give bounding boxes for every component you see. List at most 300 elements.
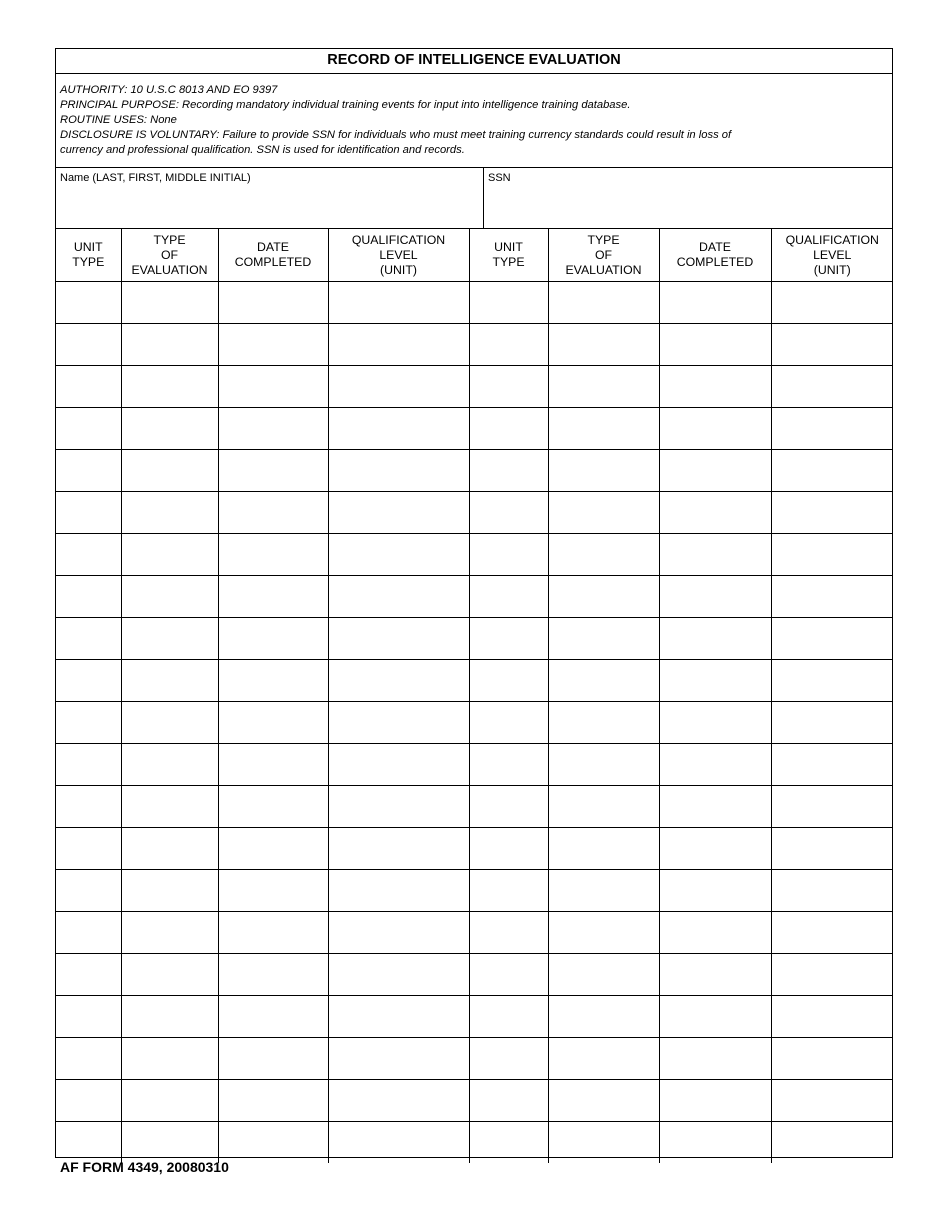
- type-of-evaluation-input[interactable]: [122, 618, 218, 659]
- cell-type-of-evaluation-2: [548, 702, 659, 744]
- cell-type-of-evaluation: [121, 618, 218, 660]
- date-completed-input[interactable]: [219, 450, 328, 491]
- qualification-level-2-input[interactable]: [772, 618, 894, 659]
- type-of-evaluation-input[interactable]: [122, 702, 218, 743]
- type-of-evaluation-2-input[interactable]: [549, 492, 659, 533]
- cell-date-completed: [218, 576, 328, 618]
- date-completed-input[interactable]: [219, 576, 328, 617]
- cell-date-completed: [218, 366, 328, 408]
- cell-type-of-evaluation-2: [548, 576, 659, 618]
- date-completed-2-input[interactable]: [660, 492, 771, 533]
- type-of-evaluation-input[interactable]: [122, 534, 218, 575]
- unit-type-input[interactable]: [56, 996, 121, 1037]
- cell-qualification-level-2: [771, 618, 893, 660]
- unit-type-input[interactable]: [56, 1038, 121, 1079]
- cell-date-completed-2: [659, 1080, 771, 1122]
- cell-qualification-level: [328, 702, 469, 744]
- qualification-level-2-input[interactable]: [772, 1122, 894, 1163]
- cell-unit-type: [56, 828, 121, 870]
- unit-type-input[interactable]: [56, 702, 121, 743]
- qualification-level-input[interactable]: [329, 828, 469, 869]
- date-completed-2-input[interactable]: [660, 954, 771, 995]
- qualification-level-input[interactable]: [329, 408, 469, 449]
- cell-date-completed-2: [659, 702, 771, 744]
- qualification-level-2-input[interactable]: [772, 324, 894, 365]
- unit-type-input[interactable]: [56, 1080, 121, 1121]
- cell-date-completed-2: [659, 660, 771, 702]
- cell-type-of-evaluation-2: [548, 744, 659, 786]
- cell-qualification-level-2: [771, 492, 893, 534]
- type-of-evaluation-input[interactable]: [122, 954, 218, 995]
- cell-type-of-evaluation: [121, 534, 218, 576]
- ssn-input[interactable]: [488, 196, 888, 224]
- qualification-level-2-input[interactable]: [772, 1038, 894, 1079]
- unit-type-input[interactable]: [56, 324, 121, 365]
- cell-unit-type-2: [469, 534, 548, 576]
- cell-qualification-level: [328, 366, 469, 408]
- disclosure-text: DISCLOSURE IS VOLUNTARY: Failure to provide SSN for individuals who must meet training currency standards could result in loss of currency and professional qualification. SSN is used for identification and records.: [60, 129, 732, 157]
- qualification-level-2-input[interactable]: [772, 660, 894, 701]
- type-of-evaluation-2-input[interactable]: [549, 1038, 659, 1079]
- cell-type-of-evaluation: [121, 786, 218, 828]
- header-date-completed: DATE COMPLETED: [218, 229, 328, 282]
- cell-date-completed: [218, 660, 328, 702]
- unit-type-input[interactable]: [56, 282, 121, 323]
- qualification-level-2-input[interactable]: [772, 576, 894, 617]
- qualification-level-2-input[interactable]: [772, 786, 894, 827]
- cell-date-completed: [218, 282, 328, 324]
- qualification-level-input[interactable]: [329, 324, 469, 365]
- qualification-level-2-input[interactable]: [772, 912, 894, 953]
- unit-type-input[interactable]: [56, 534, 121, 575]
- cell-date-completed: [218, 828, 328, 870]
- cell-date-completed-2: [659, 534, 771, 576]
- cell-unit-type: [56, 660, 121, 702]
- unit-type-input[interactable]: [56, 870, 121, 911]
- type-of-evaluation-input[interactable]: [122, 828, 218, 869]
- qualification-level-input[interactable]: [329, 1038, 469, 1079]
- unit-type-2-input[interactable]: [470, 1038, 548, 1079]
- cell-unit-type-2: [469, 282, 548, 324]
- type-of-evaluation-input[interactable]: [122, 450, 218, 491]
- cell-unit-type: [56, 1080, 121, 1122]
- unit-type-input[interactable]: [56, 660, 121, 701]
- date-completed-input[interactable]: [219, 660, 328, 701]
- table-row: [56, 492, 893, 534]
- qualification-level-input[interactable]: [329, 282, 469, 323]
- date-completed-2-input[interactable]: [660, 660, 771, 701]
- header-type-of-evaluation-2: TYPE OF EVALUATION: [548, 229, 659, 282]
- date-completed-2-input[interactable]: [660, 996, 771, 1037]
- cell-qualification-level: [328, 450, 469, 492]
- unit-type-2-input[interactable]: [470, 282, 548, 323]
- cell-type-of-evaluation: [121, 828, 218, 870]
- unit-type-input[interactable]: [56, 744, 121, 785]
- type-of-evaluation-input[interactable]: [122, 576, 218, 617]
- cell-unit-type: [56, 996, 121, 1038]
- qualification-level-input[interactable]: [329, 912, 469, 953]
- cell-unit-type: [56, 702, 121, 744]
- unit-type-2-input[interactable]: [470, 786, 548, 827]
- unit-type-2-input[interactable]: [470, 450, 548, 491]
- date-completed-input[interactable]: [219, 408, 328, 449]
- cell-date-completed: [218, 870, 328, 912]
- cell-date-completed-2: [659, 324, 771, 366]
- unit-type-input[interactable]: [56, 1122, 121, 1163]
- date-completed-2-input[interactable]: [660, 870, 771, 911]
- cell-unit-type-2: [469, 870, 548, 912]
- date-completed-input[interactable]: [219, 786, 328, 827]
- type-of-evaluation-input[interactable]: [122, 1080, 218, 1121]
- date-completed-input[interactable]: [219, 282, 328, 323]
- cell-date-completed: [218, 1038, 328, 1080]
- evaluation-table: [56, 228, 893, 1163]
- name-label: Name (LAST, FIRST, MIDDLE INITIAL): [60, 172, 251, 184]
- cell-unit-type-2: [469, 1038, 548, 1080]
- name-field: [56, 168, 484, 228]
- cell-date-completed-2: [659, 786, 771, 828]
- header-unit-type-2: UNIT TYPE: [469, 229, 548, 282]
- cell-qualification-level-2: [771, 702, 893, 744]
- table-row: [56, 576, 893, 618]
- type-of-evaluation-2-input[interactable]: [549, 534, 659, 575]
- cell-unit-type-2: [469, 744, 548, 786]
- unit-type-2-input[interactable]: [470, 408, 548, 449]
- qualification-level-input[interactable]: [329, 1080, 469, 1121]
- cell-type-of-evaluation: [121, 1122, 218, 1164]
- cell-unit-type: [56, 408, 121, 450]
- cell-unit-type: [56, 786, 121, 828]
- date-completed-2-input[interactable]: [660, 1080, 771, 1121]
- table-row: [56, 954, 893, 996]
- cell-date-completed: [218, 324, 328, 366]
- type-of-evaluation-2-input[interactable]: [549, 786, 659, 827]
- unit-type-2-input[interactable]: [470, 954, 548, 995]
- type-of-evaluation-input[interactable]: [122, 912, 218, 953]
- type-of-evaluation-2-input[interactable]: [549, 660, 659, 701]
- qualification-level-input[interactable]: [329, 366, 469, 407]
- type-of-evaluation-2-input[interactable]: [549, 1122, 659, 1163]
- qualification-level-input[interactable]: [329, 744, 469, 785]
- date-completed-2-input[interactable]: [660, 1038, 771, 1079]
- cell-type-of-evaluation: [121, 492, 218, 534]
- qualification-level-2-input[interactable]: [772, 954, 894, 995]
- type-of-evaluation-input[interactable]: [122, 1038, 218, 1079]
- unit-type-2-input[interactable]: [470, 870, 548, 911]
- unit-type-input[interactable]: [56, 618, 121, 659]
- cell-unit-type-2: [469, 576, 548, 618]
- cell-qualification-level-2: [771, 1038, 893, 1080]
- type-of-evaluation-input[interactable]: [122, 408, 218, 449]
- table-row: [56, 324, 893, 366]
- cell-unit-type-2: [469, 618, 548, 660]
- cell-unit-type: [56, 954, 121, 996]
- cell-unit-type-2: [469, 954, 548, 996]
- cell-qualification-level-2: [771, 870, 893, 912]
- cell-date-completed-2: [659, 492, 771, 534]
- qualification-level-input[interactable]: [329, 1122, 469, 1163]
- type-of-evaluation-input[interactable]: [122, 324, 218, 365]
- type-of-evaluation-2-input[interactable]: [549, 828, 659, 869]
- cell-qualification-level-2: [771, 786, 893, 828]
- unit-type-2-input[interactable]: [470, 828, 548, 869]
- qualification-level-2-input[interactable]: [772, 1080, 894, 1121]
- cell-unit-type: [56, 366, 121, 408]
- cell-type-of-evaluation-2: [548, 954, 659, 996]
- qualification-level-2-input[interactable]: [772, 744, 894, 785]
- qualification-level-input[interactable]: [329, 660, 469, 701]
- cell-type-of-evaluation-2: [548, 660, 659, 702]
- evaluation-form: [55, 48, 893, 1158]
- unit-type-2-input[interactable]: [470, 324, 548, 365]
- cell-date-completed-2: [659, 450, 771, 492]
- cell-date-completed-2: [659, 576, 771, 618]
- date-completed-input[interactable]: [219, 324, 328, 365]
- qualification-level-2-input[interactable]: [772, 702, 894, 743]
- unit-type-input[interactable]: [56, 366, 121, 407]
- cell-date-completed: [218, 1080, 328, 1122]
- type-of-evaluation-2-input[interactable]: [549, 1080, 659, 1121]
- header-qualification-level: QUALIFICATION LEVEL (UNIT): [328, 229, 469, 282]
- date-completed-input[interactable]: [219, 996, 328, 1037]
- date-completed-input[interactable]: [219, 1038, 328, 1079]
- cell-unit-type-2: [469, 1080, 548, 1122]
- type-of-evaluation-2-input[interactable]: [549, 408, 659, 449]
- qualification-level-2-input[interactable]: [772, 450, 894, 491]
- unit-type-input[interactable]: [56, 492, 121, 533]
- type-of-evaluation-2-input[interactable]: [549, 870, 659, 911]
- cell-date-completed-2: [659, 366, 771, 408]
- cell-qualification-level-2: [771, 1080, 893, 1122]
- cell-qualification-level-2: [771, 408, 893, 450]
- cell-type-of-evaluation: [121, 912, 218, 954]
- form-title: RECORD OF INTELLIGENCE EVALUATION: [56, 49, 892, 74]
- cell-type-of-evaluation-2: [548, 450, 659, 492]
- type-of-evaluation-2-input[interactable]: [549, 366, 659, 407]
- cell-type-of-evaluation-2: [548, 534, 659, 576]
- table-row: [56, 786, 893, 828]
- date-completed-input[interactable]: [219, 534, 328, 575]
- qualification-level-input[interactable]: [329, 450, 469, 491]
- cell-unit-type: [56, 912, 121, 954]
- type-of-evaluation-input[interactable]: [122, 366, 218, 407]
- date-completed-input[interactable]: [219, 828, 328, 869]
- cell-qualification-level: [328, 534, 469, 576]
- qualification-level-2-input[interactable]: [772, 828, 894, 869]
- qualification-level-input[interactable]: [329, 786, 469, 827]
- type-of-evaluation-2-input[interactable]: [549, 954, 659, 995]
- unit-type-2-input[interactable]: [470, 1122, 548, 1163]
- date-completed-input[interactable]: [219, 702, 328, 743]
- unit-type-2-input[interactable]: [470, 618, 548, 659]
- cell-date-completed: [218, 702, 328, 744]
- type-of-evaluation-input[interactable]: [122, 282, 218, 323]
- qualification-level-input[interactable]: [329, 492, 469, 533]
- qualification-level-input[interactable]: [329, 954, 469, 995]
- table-row: [56, 660, 893, 702]
- ssn-field: [484, 168, 892, 228]
- cell-date-completed-2: [659, 912, 771, 954]
- unit-type-input[interactable]: [56, 786, 121, 827]
- type-of-evaluation-2-input[interactable]: [549, 744, 659, 785]
- unit-type-2-input[interactable]: [470, 744, 548, 785]
- table-row: [56, 450, 893, 492]
- cell-type-of-evaluation-2: [548, 366, 659, 408]
- date-completed-2-input[interactable]: [660, 576, 771, 617]
- cell-qualification-level-2: [771, 1122, 893, 1164]
- qualification-level-2-input[interactable]: [772, 366, 894, 407]
- date-completed-input[interactable]: [219, 618, 328, 659]
- cell-type-of-evaluation-2: [548, 282, 659, 324]
- table-row: [56, 870, 893, 912]
- cell-type-of-evaluation: [121, 744, 218, 786]
- cell-unit-type: [56, 744, 121, 786]
- unit-type-2-input[interactable]: [470, 366, 548, 407]
- type-of-evaluation-input[interactable]: [122, 492, 218, 533]
- qualification-level-2-input[interactable]: [772, 408, 894, 449]
- date-completed-input[interactable]: [219, 954, 328, 995]
- date-completed-2-input[interactable]: [660, 450, 771, 491]
- cell-qualification-level: [328, 954, 469, 996]
- type-of-evaluation-input[interactable]: [122, 660, 218, 701]
- unit-type-input[interactable]: [56, 576, 121, 617]
- type-of-evaluation-2-input[interactable]: [549, 282, 659, 323]
- name-input[interactable]: [60, 196, 479, 224]
- cell-unit-type-2: [469, 702, 548, 744]
- unit-type-input[interactable]: [56, 450, 121, 491]
- cell-qualification-level-2: [771, 954, 893, 996]
- cell-date-completed-2: [659, 282, 771, 324]
- cell-unit-type: [56, 576, 121, 618]
- date-completed-2-input[interactable]: [660, 534, 771, 575]
- date-completed-input[interactable]: [219, 912, 328, 953]
- cell-date-completed: [218, 492, 328, 534]
- cell-qualification-level-2: [771, 450, 893, 492]
- unit-type-2-input[interactable]: [470, 660, 548, 701]
- date-completed-2-input[interactable]: [660, 702, 771, 743]
- unit-type-2-input[interactable]: [470, 492, 548, 533]
- cell-type-of-evaluation: [121, 1080, 218, 1122]
- date-completed-input[interactable]: [219, 1080, 328, 1121]
- principal-purpose-text: PRINCIPAL PURPOSE: Recording mandatory individual training events for input into intelligence training database.: [60, 99, 631, 112]
- cell-date-completed-2: [659, 618, 771, 660]
- cell-qualification-level-2: [771, 996, 893, 1038]
- unit-type-input[interactable]: [56, 912, 121, 953]
- date-completed-2-input[interactable]: [660, 786, 771, 827]
- qualification-level-input[interactable]: [329, 618, 469, 659]
- cell-date-completed: [218, 996, 328, 1038]
- cell-type-of-evaluation-2: [548, 870, 659, 912]
- date-completed-2-input[interactable]: [660, 744, 771, 785]
- date-completed-input[interactable]: [219, 744, 328, 785]
- cell-qualification-level: [328, 786, 469, 828]
- qualification-level-input[interactable]: [329, 576, 469, 617]
- type-of-evaluation-input[interactable]: [122, 870, 218, 911]
- date-completed-2-input[interactable]: [660, 408, 771, 449]
- unit-type-2-input[interactable]: [470, 576, 548, 617]
- header-qualification-level-2: QUALIFICATION LEVEL (UNIT): [771, 229, 893, 282]
- cell-type-of-evaluation: [121, 450, 218, 492]
- type-of-evaluation-2-input[interactable]: [549, 996, 659, 1037]
- date-completed-2-input[interactable]: [660, 828, 771, 869]
- qualification-level-input[interactable]: [329, 702, 469, 743]
- cell-qualification-level-2: [771, 366, 893, 408]
- cell-date-completed: [218, 954, 328, 996]
- type-of-evaluation-input[interactable]: [122, 1122, 218, 1163]
- qualification-level-input[interactable]: [329, 996, 469, 1037]
- type-of-evaluation-2-input[interactable]: [549, 324, 659, 365]
- unit-type-2-input[interactable]: [470, 1080, 548, 1121]
- type-of-evaluation-2-input[interactable]: [549, 450, 659, 491]
- date-completed-2-input[interactable]: [660, 912, 771, 953]
- date-completed-input[interactable]: [219, 366, 328, 407]
- type-of-evaluation-input[interactable]: [122, 744, 218, 785]
- type-of-evaluation-2-input[interactable]: [549, 576, 659, 617]
- unit-type-input[interactable]: [56, 408, 121, 449]
- unit-type-2-input[interactable]: [470, 996, 548, 1037]
- unit-type-input[interactable]: [56, 828, 121, 869]
- date-completed-2-input[interactable]: [660, 324, 771, 365]
- qualification-level-input[interactable]: [329, 870, 469, 911]
- type-of-evaluation-input[interactable]: [122, 786, 218, 827]
- qualification-level-2-input[interactable]: [772, 870, 894, 911]
- cell-type-of-evaluation-2: [548, 324, 659, 366]
- qualification-level-2-input[interactable]: [772, 996, 894, 1037]
- unit-type-2-input[interactable]: [470, 702, 548, 743]
- qualification-level-input[interactable]: [329, 534, 469, 575]
- cell-type-of-evaluation-2: [548, 492, 659, 534]
- cell-unit-type: [56, 450, 121, 492]
- type-of-evaluation-2-input[interactable]: [549, 618, 659, 659]
- table-header-row: [56, 229, 893, 282]
- cell-qualification-level: [328, 1038, 469, 1080]
- unit-type-2-input[interactable]: [470, 912, 548, 953]
- cell-date-completed-2: [659, 744, 771, 786]
- cell-qualification-level: [328, 576, 469, 618]
- type-of-evaluation-input[interactable]: [122, 996, 218, 1037]
- cell-unit-type: [56, 324, 121, 366]
- qualification-level-2-input[interactable]: [772, 492, 894, 533]
- type-of-evaluation-2-input[interactable]: [549, 702, 659, 743]
- cell-qualification-level: [328, 1122, 469, 1164]
- qualification-level-2-input[interactable]: [772, 534, 894, 575]
- date-completed-input[interactable]: [219, 492, 328, 533]
- unit-type-2-input[interactable]: [470, 534, 548, 575]
- cell-unit-type-2: [469, 996, 548, 1038]
- date-completed-2-input[interactable]: [660, 1122, 771, 1163]
- table-row: [56, 1080, 893, 1122]
- date-completed-input[interactable]: [219, 870, 328, 911]
- routine-uses-text: ROUTINE USES: None: [60, 114, 177, 127]
- cell-type-of-evaluation: [121, 576, 218, 618]
- cell-unit-type-2: [469, 408, 548, 450]
- cell-date-completed-2: [659, 828, 771, 870]
- cell-unit-type: [56, 1122, 121, 1164]
- type-of-evaluation-2-input[interactable]: [549, 912, 659, 953]
- cell-qualification-level-2: [771, 534, 893, 576]
- cell-qualification-level-2: [771, 828, 893, 870]
- qualification-level-2-input[interactable]: [772, 282, 894, 323]
- date-completed-2-input[interactable]: [660, 282, 771, 323]
- cell-qualification-level-2: [771, 660, 893, 702]
- privacy-act-statement: [60, 83, 888, 158]
- unit-type-input[interactable]: [56, 954, 121, 995]
- table-row: [56, 534, 893, 576]
- date-completed-2-input[interactable]: [660, 618, 771, 659]
- date-completed-2-input[interactable]: [660, 366, 771, 407]
- date-completed-input[interactable]: [219, 1122, 328, 1163]
- table-row: [56, 282, 893, 324]
